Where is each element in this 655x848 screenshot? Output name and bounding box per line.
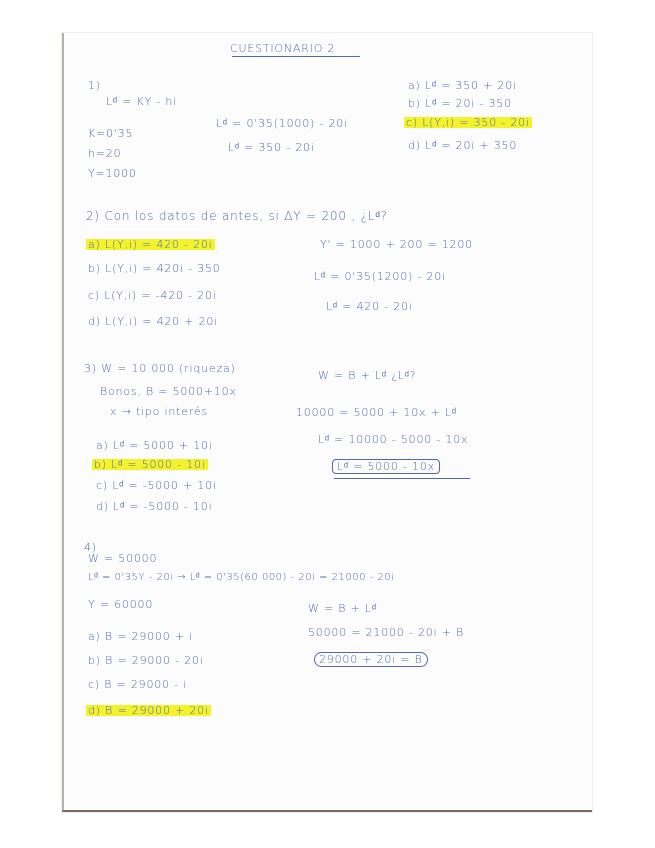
q1-y: Y=1000 <box>88 167 137 180</box>
q4-work1: W = B + Lᵈ <box>308 602 377 615</box>
q3-line2: Bonos, B = 5000+10x <box>100 385 237 398</box>
q3-option-b-answer: b) Lᵈ = 5000 - 10i <box>94 458 206 471</box>
q3-result-underline <box>334 478 470 479</box>
q3-option-c: c) Lᵈ = -5000 + 10i <box>96 479 217 492</box>
page-title: CUESTIONARIO 2 <box>230 42 336 55</box>
q1-option-d: d) Lᵈ = 20i + 350 <box>408 139 518 152</box>
q2-option-c: c) L(Y,i) = -420 - 20i <box>88 289 217 302</box>
q4-option-d-answer: d) B = 29000 + 20i <box>88 704 209 717</box>
q1-number: 1) <box>88 79 101 92</box>
q3-line1: 3) W = 10 000 (riqueza) <box>84 362 236 375</box>
q3-option-d: d) Lᵈ = -5000 - 10i <box>96 500 213 513</box>
q3-line3: x → tipo interés <box>110 405 208 418</box>
q2-option-b: b) L(Y,i) = 420i - 350 <box>88 262 221 275</box>
q2-work1: Y' = 1000 + 200 = 1200 <box>320 238 473 251</box>
q3-option-a: a) Lᵈ = 5000 + 10i <box>96 439 213 452</box>
q4-option-a: a) B = 29000 + i <box>88 630 193 643</box>
q2-option-a-answer: a) L(Y,i) = 420 - 20i <box>88 238 213 251</box>
q2-work2: Lᵈ = 0'35(1200) - 20i <box>314 270 446 283</box>
q1-option-c-answer: c) L(Y,i) = 350 - 20i <box>406 116 530 129</box>
q1-formula: Lᵈ = KY - hi <box>106 95 178 108</box>
q1-work1: Lᵈ = 0'35(1000) - 20i <box>216 117 348 130</box>
q4-w: W = 50000 <box>88 552 158 565</box>
q4-y: Y = 60000 <box>88 598 154 611</box>
q3-work1: W = B + Lᵈ ¿Lᵈ? <box>318 369 417 382</box>
q4-formula: Lᵈ = 0'35Y - 20i → Lᵈ = 0'35(60 000) - 20i = 21000 - 20i <box>88 572 395 583</box>
q1-h: h=20 <box>88 147 122 160</box>
q1-option-b: b) Lᵈ = 20i - 350 <box>408 97 512 110</box>
q2-question: 2) Con los datos de antes, si ΔY = 200 , ¿Lᵈ? <box>86 209 388 223</box>
q3-result-box: Lᵈ = 5000 - 10x <box>332 459 440 474</box>
q3-work3: Lᵈ = 10000 - 5000 - 10x <box>318 433 469 446</box>
title-underline <box>232 56 360 57</box>
q2-work3: Lᵈ = 420 - 20i <box>326 300 413 313</box>
q4-option-b: b) B = 29000 - 20i <box>88 654 204 667</box>
q2-option-d: d) L(Y,i) = 420 + 20i <box>88 315 219 328</box>
q4-number: 4) <box>84 541 97 554</box>
q1-k: K=0'35 <box>88 127 134 140</box>
q4-result-box: 29000 + 20i = B <box>314 652 428 667</box>
q1-option-a: a) Lᵈ = 350 + 20i <box>408 79 517 92</box>
q4-option-c: c) B = 29000 - i <box>88 678 188 691</box>
q3-work2: 10000 = 5000 + 10x + Lᵈ <box>296 406 457 419</box>
q1-work2: Lᵈ = 350 - 20i <box>228 141 315 154</box>
q4-work2: 50000 = 21000 - 20i + B <box>308 626 465 639</box>
